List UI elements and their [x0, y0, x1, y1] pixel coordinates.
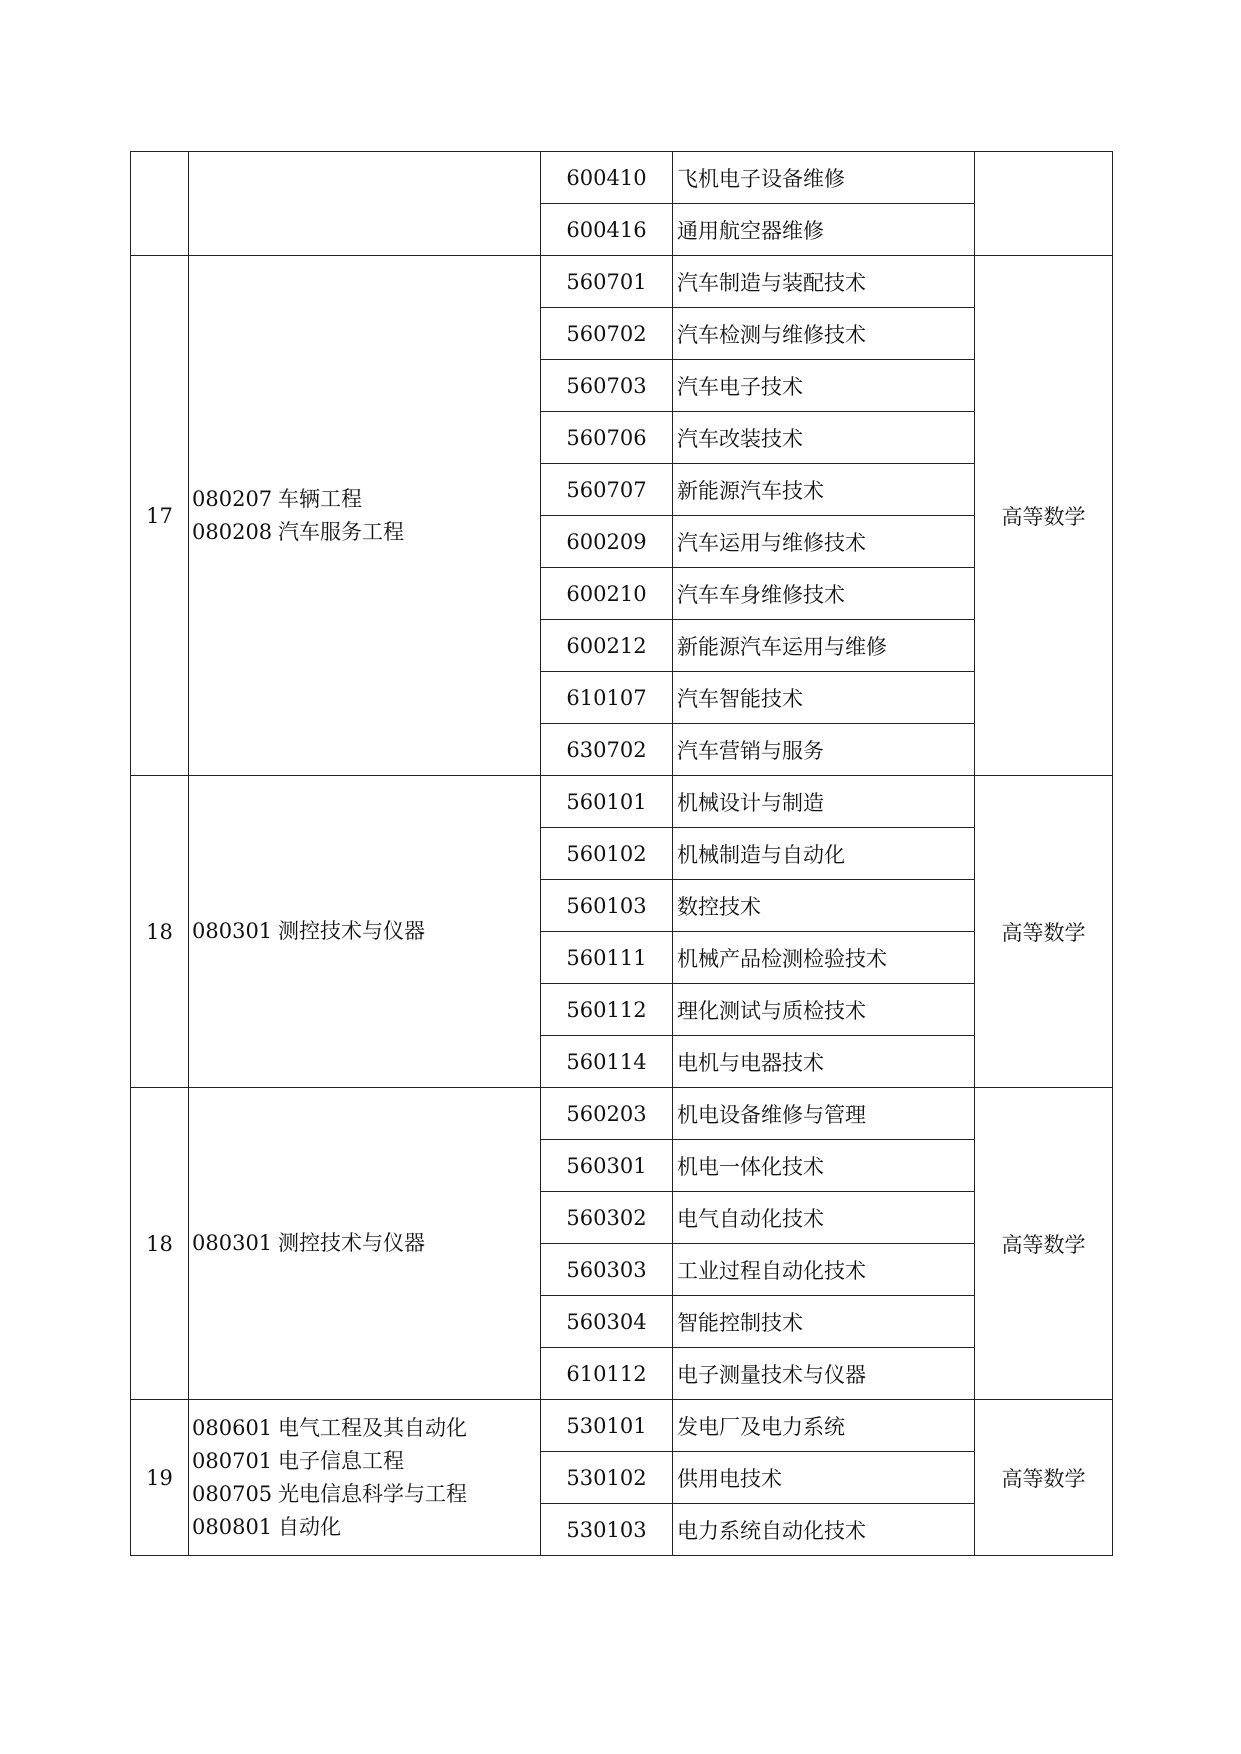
undergrad-major: [192, 1412, 540, 1445]
sequence-number: 19: [131, 1400, 189, 1556]
vocational-major-name: 新能源汽车运用与维修: [673, 620, 975, 672]
vocational-major-code: 530103: [541, 1504, 673, 1556]
vocational-major-name: 机械制造与自动化: [673, 828, 975, 880]
vocational-major-name: 新能源汽车技术: [673, 464, 975, 516]
vocational-major-code: 560706: [541, 412, 673, 464]
undergrad-major: [192, 915, 540, 948]
undergrad-major-code: 080207: [192, 486, 273, 511]
vocational-major-name: 汽车营销与服务: [673, 724, 975, 776]
vocational-major-code: 600212: [541, 620, 673, 672]
vocational-major-name: 电力系统自动化技术: [673, 1504, 975, 1556]
undergrad-majors-cell: [189, 256, 541, 776]
vocational-major-code: 560701: [541, 256, 673, 308]
undergrad-majors-cell: [189, 1400, 541, 1556]
undergrad-major-code: 080301: [192, 1231, 273, 1255]
vocational-major-name: 供用电技术: [673, 1452, 975, 1504]
sequence-number: [131, 152, 189, 256]
vocational-major-name: 电子测量技术与仪器: [673, 1348, 975, 1400]
undergrad-major-name: 电子信息工程: [278, 1448, 404, 1473]
vocational-major-code: 630702: [541, 724, 673, 776]
vocational-major-code: 560302: [541, 1192, 673, 1244]
vocational-major-name: 通用航空器维修: [673, 204, 975, 256]
exam-subject: 高等数学: [975, 1088, 1113, 1400]
vocational-major-code: 600209: [541, 516, 673, 568]
vocational-major-name: 电机与电器技术: [673, 1036, 975, 1088]
vocational-major-name: 机电设备维修与管理: [673, 1088, 975, 1140]
vocational-major-name: 智能控制技术: [673, 1296, 975, 1348]
undergrad-major-code: 080208: [192, 519, 273, 544]
undergrad-major-code: 080701: [192, 1448, 273, 1473]
vocational-major-code: 560707: [541, 464, 673, 516]
major-mapping-table: [130, 151, 1113, 1556]
exam-subject: 高等数学: [975, 256, 1113, 776]
sequence-number: 18: [131, 1088, 189, 1400]
undergrad-majors-cell: [189, 776, 541, 1088]
vocational-major-code: 560103: [541, 880, 673, 932]
vocational-major-name: 汽车改装技术: [673, 412, 975, 464]
undergrad-majors-cell: [189, 152, 541, 256]
undergrad-major-code: 080801: [192, 1514, 273, 1539]
vocational-major-name: 汽车智能技术: [673, 672, 975, 724]
vocational-major-code: 560102: [541, 828, 673, 880]
vocational-major-code: 560112: [541, 984, 673, 1036]
table-row: [131, 1088, 1113, 1140]
vocational-major-name: 理化测试与质检技术: [673, 984, 975, 1036]
undergrad-major: [192, 516, 540, 549]
undergrad-major-name: 光电信息科学与工程: [278, 1481, 467, 1506]
vocational-major-name: 汽车电子技术: [673, 360, 975, 412]
undergrad-major: [192, 1511, 540, 1544]
undergrad-major: [192, 1445, 540, 1478]
vocational-major-code: 610107: [541, 672, 673, 724]
vocational-major-code: 560303: [541, 1244, 673, 1296]
undergrad-major: [192, 483, 540, 516]
vocational-major-name: 电气自动化技术: [673, 1192, 975, 1244]
undergrad-major-name: 汽车服务工程: [278, 519, 404, 544]
vocational-major-name: 数控技术: [673, 880, 975, 932]
vocational-major-name: 汽车制造与装配技术: [673, 256, 975, 308]
vocational-major-code: 530101: [541, 1400, 673, 1452]
undergrad-major-code: 080301: [192, 919, 273, 943]
undergrad-major-name: 测控技术与仪器: [278, 1231, 425, 1255]
table-row: [131, 256, 1113, 308]
table-row: [131, 1400, 1113, 1452]
undergrad-major-name: 自动化: [278, 1514, 341, 1539]
vocational-major-code: 530102: [541, 1452, 673, 1504]
vocational-major-name: 机械设计与制造: [673, 776, 975, 828]
table-row: [131, 152, 1113, 204]
sequence-number: 17: [131, 256, 189, 776]
vocational-major-name: 飞机电子设备维修: [673, 152, 975, 204]
table-body: [131, 152, 1113, 1556]
vocational-major-code: 610112: [541, 1348, 673, 1400]
vocational-major-name: 机电一体化技术: [673, 1140, 975, 1192]
vocational-major-code: 560703: [541, 360, 673, 412]
vocational-major-code: 560304: [541, 1296, 673, 1348]
vocational-major-code: 560111: [541, 932, 673, 984]
table-row: [131, 776, 1113, 828]
vocational-major-name: 发电厂及电力系统: [673, 1400, 975, 1452]
vocational-major-name: 汽车车身维修技术: [673, 568, 975, 620]
vocational-major-code: 560114: [541, 1036, 673, 1088]
vocational-major-code: 560301: [541, 1140, 673, 1192]
undergrad-major: [192, 1227, 540, 1260]
vocational-major-code: 560702: [541, 308, 673, 360]
vocational-major-name: 汽车运用与维修技术: [673, 516, 975, 568]
undergrad-major-name: 测控技术与仪器: [278, 919, 425, 943]
exam-subject: [975, 152, 1113, 256]
exam-subject: 高等数学: [975, 1400, 1113, 1556]
undergrad-major-name: 电气工程及其自动化: [278, 1415, 467, 1440]
vocational-major-name: 机械产品检测检验技术: [673, 932, 975, 984]
sequence-number: 18: [131, 776, 189, 1088]
undergrad-majors-cell: [189, 1088, 541, 1400]
vocational-major-code: 600410: [541, 152, 673, 204]
vocational-major-code: 600210: [541, 568, 673, 620]
exam-subject: 高等数学: [975, 776, 1113, 1088]
vocational-major-name: 汽车检测与维修技术: [673, 308, 975, 360]
undergrad-major-name: 车辆工程: [278, 486, 362, 511]
vocational-major-code: 560203: [541, 1088, 673, 1140]
vocational-major-code: 600416: [541, 204, 673, 256]
vocational-major-name: 工业过程自动化技术: [673, 1244, 975, 1296]
undergrad-major-code: 080601: [192, 1415, 273, 1440]
undergrad-major-code: 080705: [192, 1481, 273, 1506]
undergrad-major: [192, 1478, 540, 1511]
vocational-major-code: 560101: [541, 776, 673, 828]
